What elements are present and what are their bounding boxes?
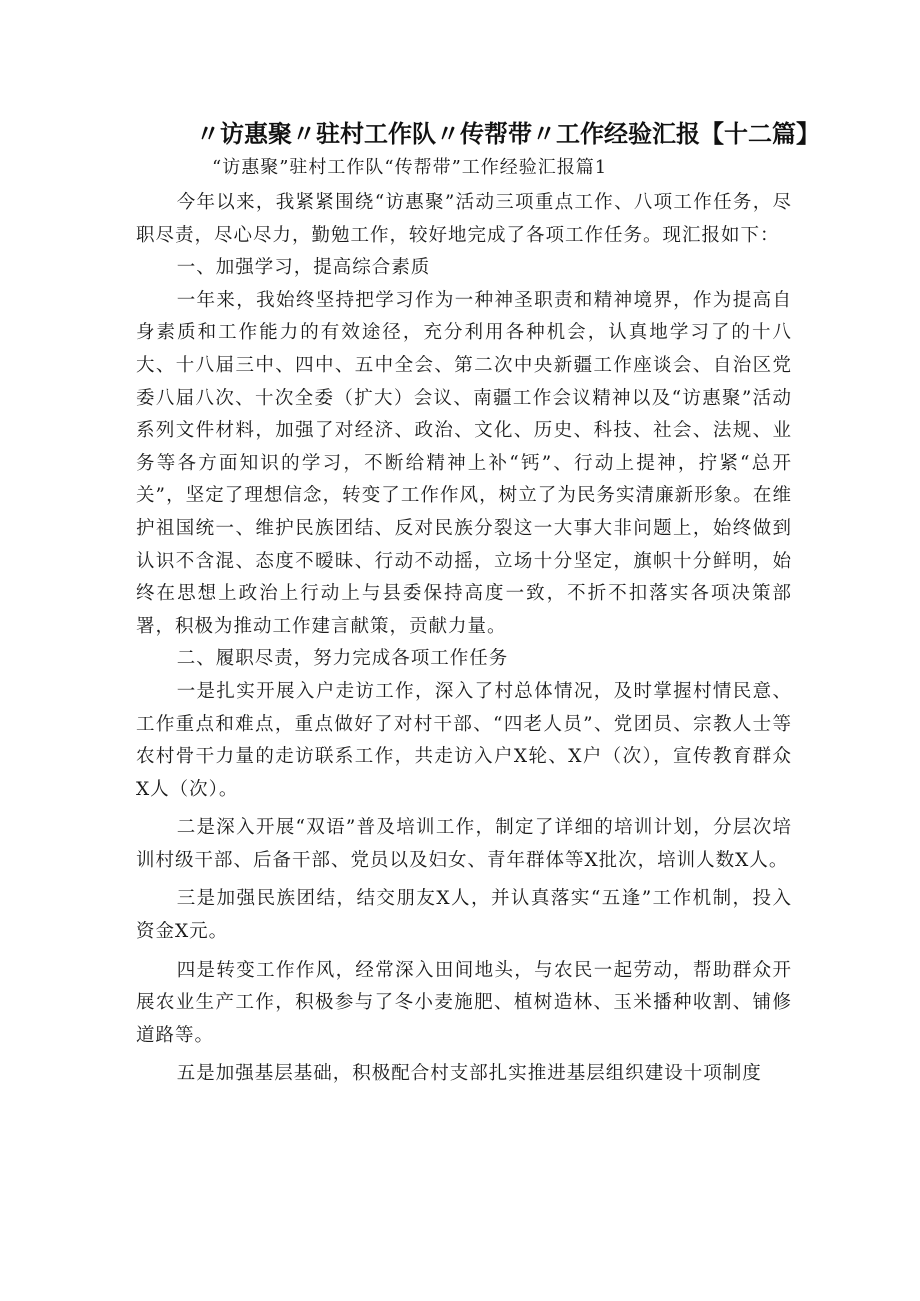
document-body	[136, 187, 792, 1091]
paragraph-intro: 今年以来，我紧紧围绕“访惠聚”活动三项重点工作、八项工作任务，尽职尽责，尽心尽力，勤勉工作，较好地完成了各项工作任务。现汇报如下：	[136, 192, 792, 246]
paragraph-item-2: 二是深入开展“双语”普及培训工作，制定了详细的培训计划，分层次培训村级干部、后备干部、党员以及妇女、青年群体等X批次，培训人数X人。	[136, 817, 792, 871]
document-subtitle: “访惠聚”驻村工作队“传帮带”工作经验汇报篇1	[212, 157, 608, 178]
paragraph-study: 一年来，我始终坚持把学习作为一种神圣职责和精神境界，作为提高自身素质和工作能力的有效途径，充分利用各种机会，认真地学习了的十八大、十八届三中、四中、五中全会、第二次中央新疆工作座谈会、自治区党委八届八次、十次全委（扩大）会议、南疆工作会议精神以及“访惠聚”活动系列文件材料，加强了对经济、政治、文化、历史、科技、社会、法规、业务等各方面知识的学习，不断给精神上补“钙”、行动上提神，拧紧“总开关”，坚定了理想信念，转变了工作作风，树立了为民务实清廉新形象。在维护祖国统一、维护民族团结、反对民族分裂这一大事大非问题上，始终做到认识不含混、态度不暧昧、行动不动摇，立场十分坚定，旗帜十分鲜明，始终在思想上政治上行动上与县委保持高度一致，不折不扣落实各项决策部署，积极为推动工作建言献策，贡献力量。	[136, 289, 792, 637]
paragraph-item-5: 五是加强基层基础，积极配合村支部扎实推进基层组织建设十项制度	[176, 1063, 762, 1085]
section-heading-2: 二、履职尽责，努力完成各项工作任务	[176, 648, 509, 670]
paragraph-item-4: 四是转变工作作风，经常深入田间地头，与农民一起劳动，帮助群众开展农业生产工作，积极参与了冬小麦施肥、植树造林、玉米播种收割、铺修道路等。	[136, 959, 792, 1046]
paragraph-item-3: 三是加强民族团结，结交朋友X人，并认真落实“五逢”工作机制，投入资金X元。	[136, 888, 792, 943]
section-heading-1: 一、加强学习，提高综合素质	[176, 257, 431, 279]
paragraph-item-1: 一是扎实开展入户走访工作，深入了村总体情况，及时掌握村情民意、工作重点和难点，重点做好了对村干部、“四老人员”、党团员、宗教人士等农村骨干力量的走访联系工作，共走访入户X轮、X户（次），宣传教育群众X人（次）。	[136, 680, 792, 800]
document-title: 〃访惠聚〃驻村工作队〃传帮带〃工作经验汇报【十二篇】	[196, 120, 820, 148]
